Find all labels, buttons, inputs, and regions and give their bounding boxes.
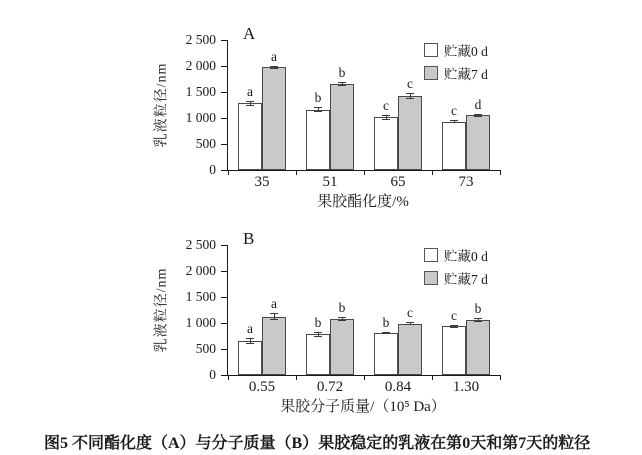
y-axis-tick-label: 1 500 — [185, 289, 216, 304]
error-bar-cap-bottom — [382, 333, 390, 334]
error-bar-cap-bottom — [246, 343, 254, 344]
significance-letter: b — [382, 314, 390, 330]
significance-letter: a — [247, 84, 253, 100]
y-axis-tick — [221, 66, 227, 67]
legend-item-day7 — [424, 61, 488, 84]
panel-a-letter: A — [243, 24, 256, 43]
y-axis-tick-label: 0 — [209, 367, 216, 382]
panel-a-y-axis-label: 乳液粒径/nm — [154, 62, 169, 148]
x-category-label: 0.84 — [384, 379, 412, 395]
error-bar-cap-top — [270, 66, 278, 67]
y-axis-tick — [221, 40, 227, 41]
bar-storage-0d — [306, 334, 330, 375]
error-bar-cap-top — [270, 313, 278, 314]
legend-label-day7: 贮藏7 d — [444, 271, 488, 287]
error-bar-cap-top — [246, 101, 254, 102]
y-axis-tick — [221, 323, 227, 324]
y-axis-tick-label: 2 500 — [185, 237, 216, 252]
y-axis-tick — [221, 92, 227, 93]
significance-letter: a — [271, 48, 277, 64]
legend-label-day7: 贮藏7 d — [444, 66, 488, 82]
bar-storage-0d — [238, 103, 262, 170]
open-square-icon — [424, 43, 438, 57]
bar-storage-7d — [466, 320, 490, 375]
x-category-label: 51 — [322, 174, 338, 190]
panel-a-x-axis-label: 果胶酯化度/% — [317, 194, 409, 210]
significance-letter: c — [451, 103, 457, 119]
y-axis-tick-label: 1 000 — [185, 315, 216, 330]
error-bar-cap-top — [314, 332, 322, 333]
panel-b-legend — [424, 243, 488, 289]
legend-item-day7 — [424, 266, 488, 289]
error-bar-cap-top — [406, 93, 414, 94]
y-axis-tick — [221, 170, 227, 171]
x-category-label: 0.55 — [248, 379, 276, 395]
y-axis-tick-label: 2 500 — [185, 32, 216, 47]
y-axis-tick-label: 500 — [195, 341, 216, 356]
x-category-label: 73 — [458, 174, 474, 190]
error-bar-cap-bottom — [338, 85, 346, 86]
error-bar-cap-bottom — [474, 116, 482, 117]
x-category-label: 65 — [390, 174, 406, 190]
significance-letter: c — [407, 305, 413, 321]
significance-letter: b — [314, 90, 322, 106]
panel-b-y-axis-label: 乳液粒径/nm — [154, 267, 169, 353]
x-category-label: 1.30 — [452, 379, 480, 395]
bar-storage-7d — [466, 115, 490, 170]
error-bar-cap-top — [314, 107, 322, 108]
bar-storage-7d — [398, 96, 422, 170]
panel-a-legend — [424, 38, 488, 84]
y-axis-tick-label: 500 — [195, 136, 216, 151]
error-bar-cap-top — [338, 82, 346, 83]
bar-storage-0d — [442, 326, 466, 375]
error-bar-cap-bottom — [450, 327, 458, 328]
gray-square-icon — [424, 66, 438, 80]
panel-b — [0, 205, 642, 415]
y-axis-tick — [221, 245, 227, 246]
significance-letter: b — [338, 299, 346, 315]
bar-storage-7d — [330, 84, 354, 170]
bar-storage-7d — [398, 324, 422, 375]
y-axis-tick — [221, 297, 227, 298]
x-category-label: 0.72 — [316, 379, 344, 395]
error-bar-cap-top — [474, 114, 482, 115]
error-bar-cap-bottom — [474, 321, 482, 322]
error-bar-cap-bottom — [314, 336, 322, 337]
bar-storage-0d — [442, 122, 466, 170]
x-category-label: 35 — [254, 174, 270, 190]
error-bar-cap-top — [382, 115, 390, 116]
error-bar-cap-top — [338, 317, 346, 318]
bar-storage-0d — [306, 110, 330, 170]
significance-letter: b — [314, 315, 322, 331]
y-axis-tick — [221, 375, 227, 376]
bar-storage-7d — [330, 319, 354, 375]
error-bar-cap-bottom — [270, 68, 278, 69]
bar-storage-7d — [262, 317, 286, 375]
error-bar-cap-bottom — [450, 122, 458, 123]
y-axis-tick-label: 2 000 — [185, 58, 216, 73]
legend-label-day0: 贮藏0 d — [444, 43, 488, 59]
y-axis-tick — [221, 349, 227, 350]
bar-storage-0d — [238, 341, 262, 375]
error-bar-cap-top — [474, 318, 482, 319]
y-axis-tick-label: 1 000 — [185, 110, 216, 125]
significance-letter: c — [451, 307, 457, 323]
y-axis-tick — [221, 144, 227, 145]
error-bar-cap-bottom — [382, 119, 390, 120]
legend-item-day0 — [424, 243, 488, 266]
legend-item-day0 — [424, 38, 488, 61]
significance-letter: c — [383, 97, 389, 113]
gray-square-icon — [424, 271, 438, 285]
significance-letter: b — [474, 300, 482, 316]
significance-letter: c — [407, 75, 413, 91]
error-bar-cap-bottom — [406, 324, 414, 325]
error-bar-cap-bottom — [314, 111, 322, 112]
panel-b-x-axis-label: 果胶分子质量/（10⁵ Da） — [280, 399, 446, 415]
bar-storage-7d — [262, 67, 286, 170]
significance-letter: d — [474, 96, 482, 112]
y-axis-tick-label: 2 000 — [185, 263, 216, 278]
error-bar-cap-bottom — [406, 98, 414, 99]
y-axis-tick-label: 1 500 — [185, 84, 216, 99]
significance-letter: b — [338, 64, 346, 80]
error-bar-cap-bottom — [338, 320, 346, 321]
significance-letter: a — [271, 296, 277, 312]
figure-caption: 图5 不同酯化度（A）与分子质量（B）果胶稳定的乳液在第0天和第7天的粒径 — [44, 435, 591, 452]
bar-storage-0d — [374, 117, 398, 170]
y-axis-tick — [221, 271, 227, 272]
error-bar-cap-bottom — [246, 105, 254, 106]
error-bar-cap-bottom — [270, 319, 278, 320]
open-square-icon — [424, 248, 438, 262]
y-axis-tick-label: 0 — [209, 162, 216, 177]
y-axis-tick — [221, 118, 227, 119]
panel-a — [0, 0, 642, 210]
significance-letter: a — [247, 320, 253, 336]
bar-storage-0d — [374, 333, 398, 375]
panel-b-letter: B — [243, 229, 255, 248]
error-bar-cap-top — [450, 325, 458, 326]
error-bar-cap-top — [246, 338, 254, 339]
legend-label-day0: 贮藏0 d — [444, 248, 488, 264]
